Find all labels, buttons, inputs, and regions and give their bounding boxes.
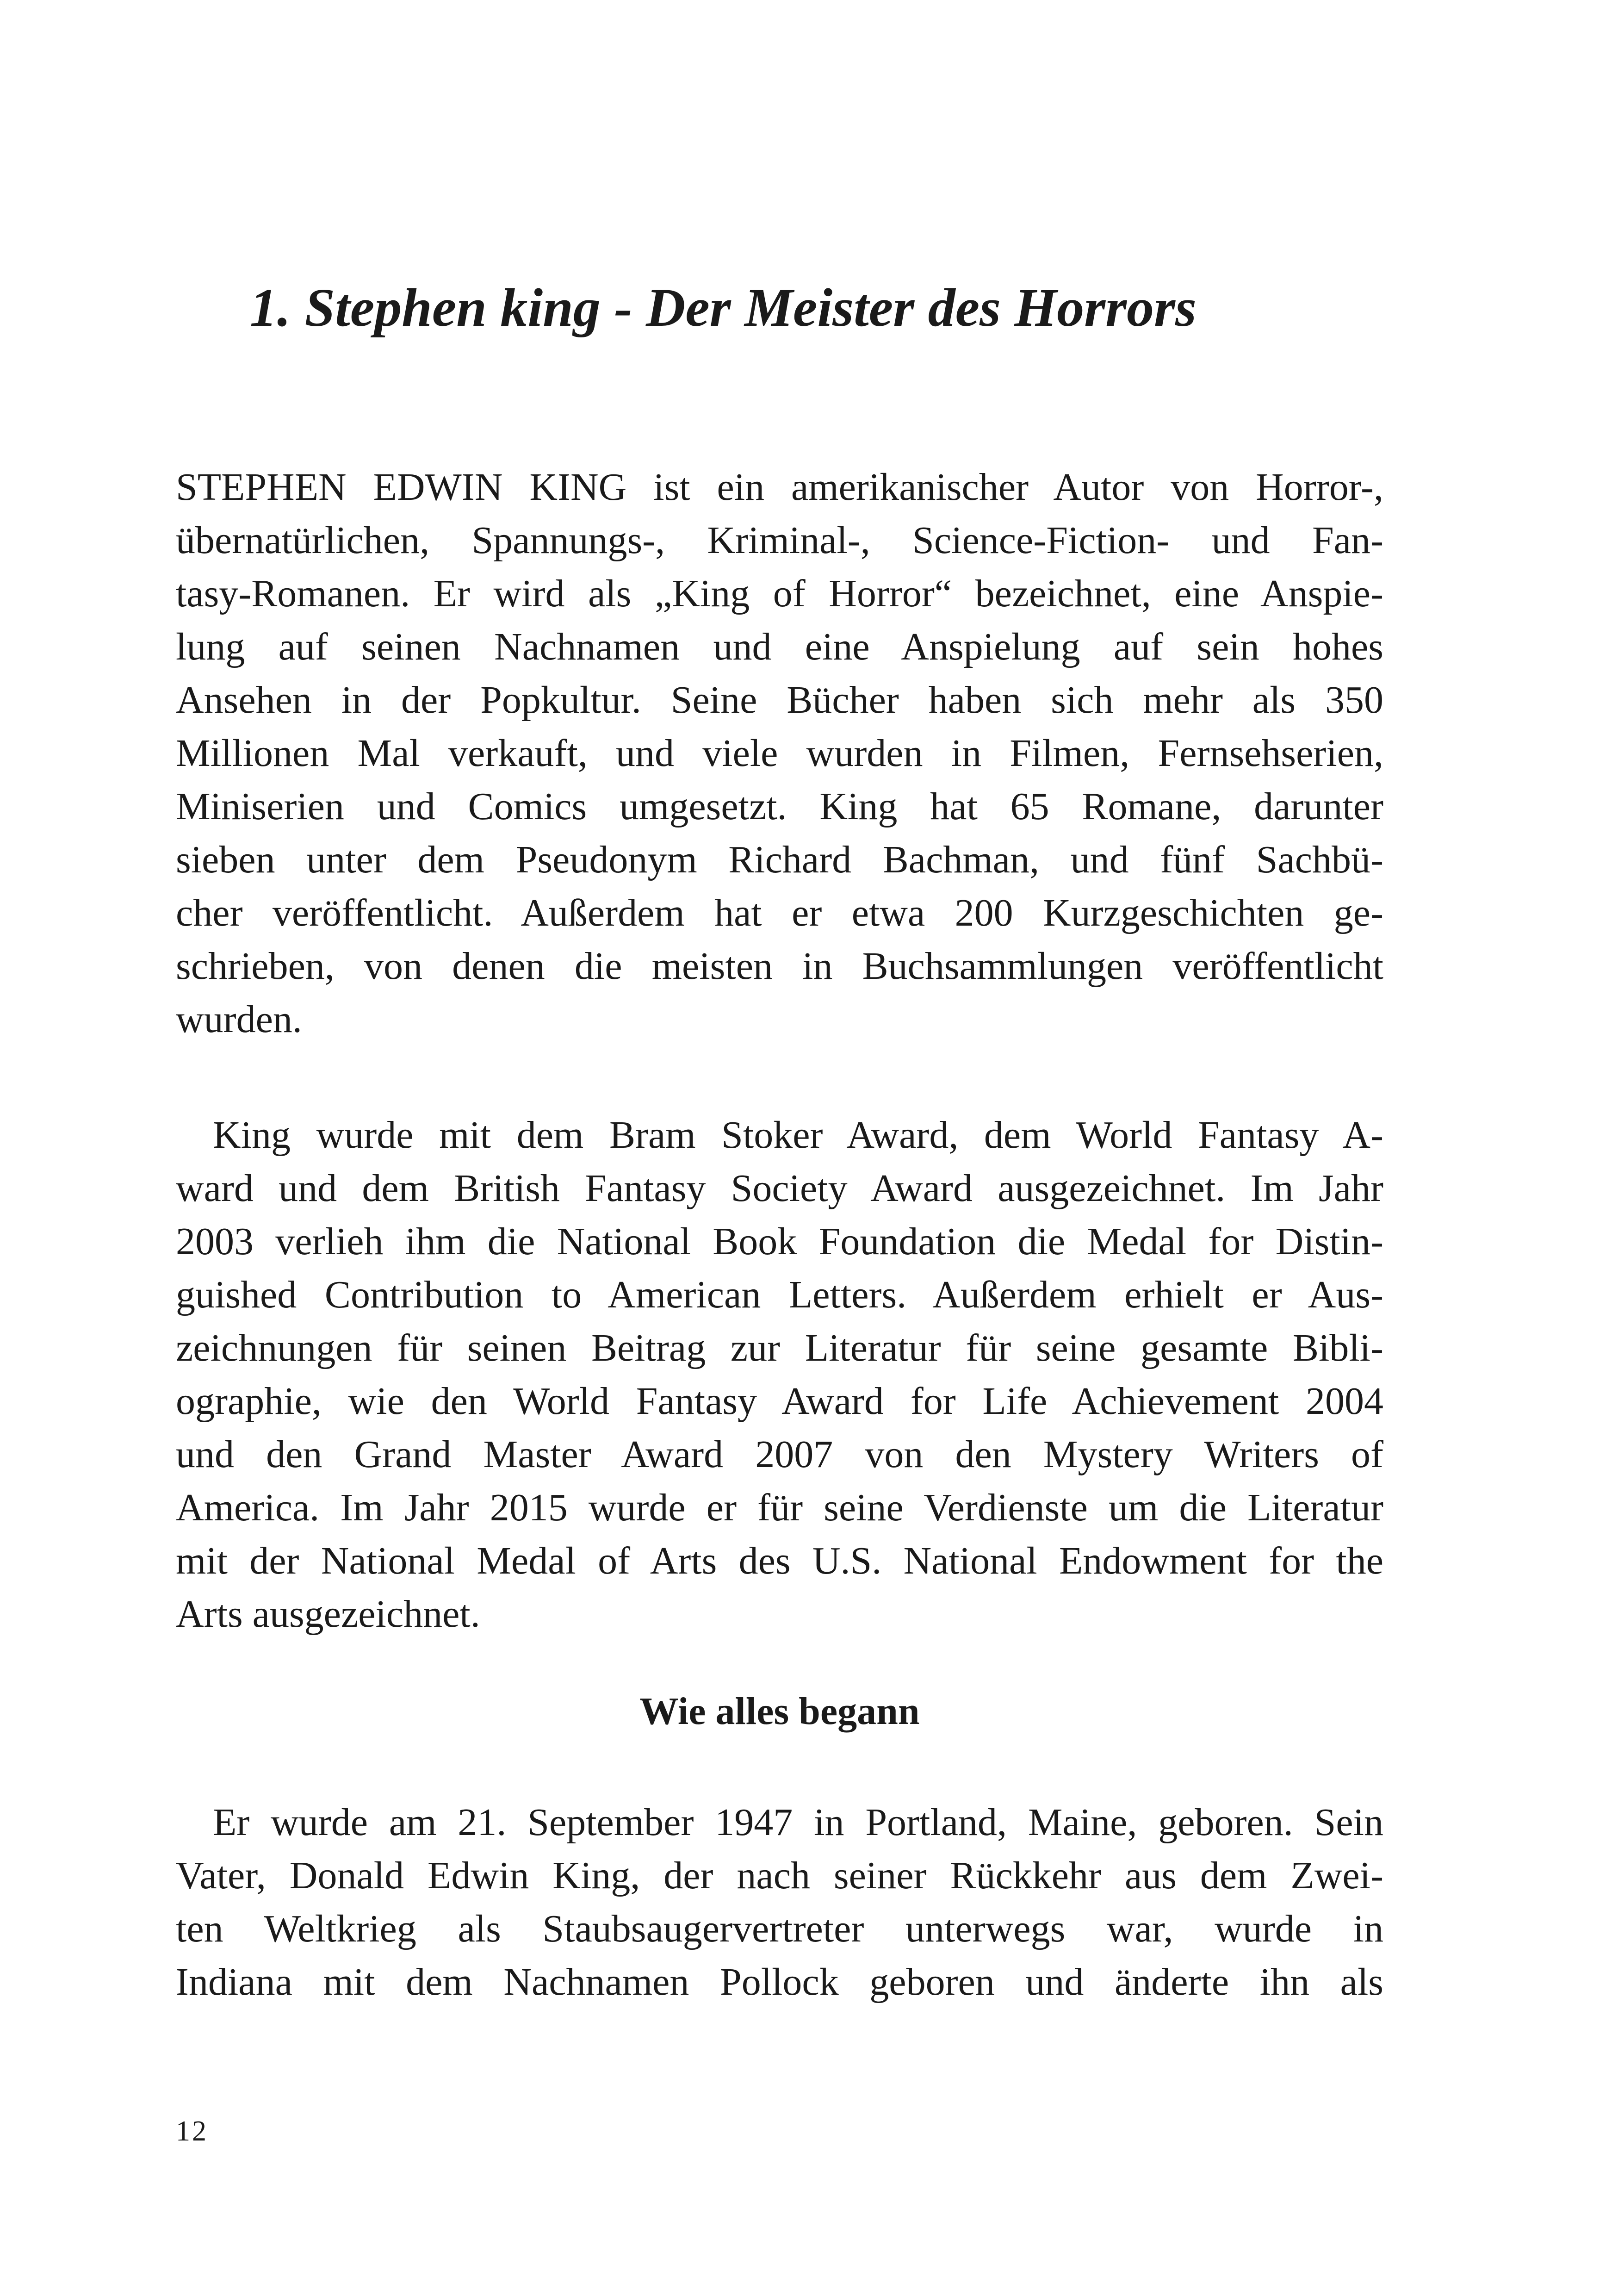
paragraph-line: Er wurde am 21. September 1947 in Portland, Maine, geboren. Sein xyxy=(213,1801,1383,1844)
paragraph-line: lung auf seinen Nachnamen und eine Anspielung auf sein hohes xyxy=(176,625,1383,668)
paragraph-line: sieben unter dem Pseudonym Richard Bachman, und fünf Sachbü- xyxy=(176,838,1383,881)
paragraph-2 xyxy=(176,1108,1383,1641)
paragraph-line: schrieben, von denen die meisten in Buchsammlungen veröffentlicht xyxy=(176,945,1383,988)
paragraph-line: wurden. xyxy=(176,998,302,1041)
paragraph-line: guished Contribution to American Letters. Außerdem erhielt er Aus- xyxy=(176,1273,1383,1316)
paragraph-line: zeichnungen für seinen Beitrag zur Literatur für seine gesamte Bibli- xyxy=(176,1326,1383,1369)
paragraph-line: mit der National Medal of Arts des U.S. National Endowment for the xyxy=(176,1539,1383,1582)
paragraph-line: STEPHEN EDWIN KING ist ein amerikanischer Autor von Horror-, xyxy=(176,466,1383,509)
paragraph-line: und den Grand Master Award 2007 von den Mystery Writers of xyxy=(176,1433,1383,1476)
paragraph-3 xyxy=(176,1796,1383,2009)
paragraph-line: King wurde mit dem Bram Stoker Award, dem World Fantasy A- xyxy=(213,1114,1383,1157)
section-heading: Wie alles begann xyxy=(639,1690,920,1733)
chapter-title xyxy=(250,273,1453,342)
paragraph-line: Indiana mit dem Nachnamen Pollock geboren und änderte ihn als xyxy=(176,1960,1383,2004)
paragraph-line: Arts ausgezeichnet. xyxy=(176,1593,480,1636)
paragraph-line: ten Weltkrieg als Staubsaugervertreter unterwegs war, wurde in xyxy=(176,1907,1383,1950)
paragraph-line: 2003 verlieh ihm die National Book Foundation die Medal for Distin- xyxy=(176,1220,1383,1263)
paragraph-line: Millionen Mal verkauft, und viele wurden in Filmen, Fernsehserien, xyxy=(176,732,1383,775)
paragraph-1 xyxy=(176,460,1383,1046)
paragraph-line: ward und dem British Fantasy Society Award ausgezeichnet. Im Jahr xyxy=(176,1167,1383,1210)
paragraph-line: Ansehen in der Popkultur. Seine Bücher haben sich mehr als 350 xyxy=(176,678,1383,722)
paragraph-line: übernatürlichen, Spannungs-, Kriminal-, Science-Fiction- und Fan- xyxy=(176,519,1383,562)
chapter-title-text: Stephen king - Der Meister des Horrors xyxy=(304,277,1196,338)
page-number: 12 xyxy=(176,2116,208,2147)
paragraph-line: ographie, wie den World Fantasy Award for Life Achievement 2004 xyxy=(176,1380,1383,1423)
paragraph-line: America. Im Jahr 2015 wurde er für seine Verdienste um die Literatur xyxy=(176,1486,1383,1529)
paragraph-line: cher veröffentlicht. Außerdem hat er etwa 200 Kurzgeschichten ge- xyxy=(176,891,1383,934)
paragraph-line: Vater, Donald Edwin King, der nach seiner Rückkehr aus dem Zwei- xyxy=(176,1854,1383,1897)
paragraph-line: Miniserien und Comics umgesetzt. King hat 65 Romane, darunter xyxy=(176,785,1383,828)
chapter-number: 1. xyxy=(250,277,291,338)
paragraph-line: tasy-Romanen. Er wird als „King of Horror“ bezeichnet, eine Anspie- xyxy=(176,572,1383,615)
